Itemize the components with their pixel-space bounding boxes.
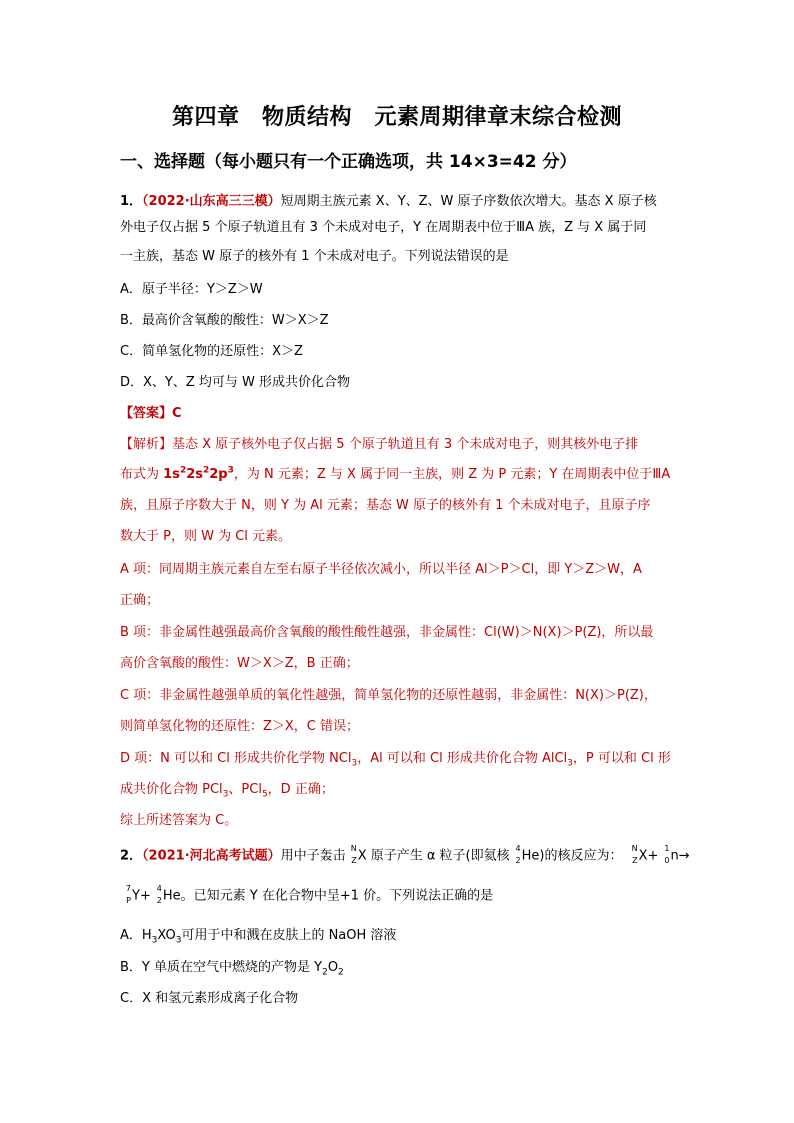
q1-item-a-line-2: 正确； (120, 593, 160, 608)
q1-item-d-line-2: 成共价化合物 PCl$_3$、PCl$_5$，D 正确； (120, 782, 334, 800)
q1-stem-line-3: 一主族，基态 W 原子的核外有 1 个未成对电子。下列说法错误的是 (120, 249, 509, 264)
q1-option-d: D．X、Y、Z 均可与 W 形成共价化合物 (120, 375, 351, 390)
page-title: 第四章 物质结构 元素周期律章末综合检测 (171, 105, 622, 130)
q1-analysis-line-1: 【解析】基态 X 原子核外电子仅占据 5 个原子轨道且有 3 个未成对电子，则其核外电子排 (120, 437, 639, 452)
q1-item-b-line-2: 高价含氧酸的酸性：W＞X＞Z，B 正确； (120, 656, 359, 671)
q1-option-c: C．简单氢化物的还原性：X＞Z (120, 344, 303, 359)
q1-item-c-line-2: 则简单氢化物的还原性：Z＞X，C 错误； (120, 719, 360, 734)
q1-analysis-line-2: 布式为 $1s^22s^22p^3$，为 N 元素；Z 与 X 属于同一主族，则 Z 为 P 元素；Y 在周期表中位于ⅢA (120, 465, 671, 482)
section-heading: 一、选择题（每小题只有一个正确选项，共 14×3=42 分） (120, 152, 577, 172)
q1-answer: 【答案】C (120, 406, 182, 421)
q1-option-a: A．原子半径：Y＞Z＞W (120, 282, 263, 297)
q1-stem-text: 短周期主族元素 X、Y、Z、W 原子序数依次增大。基态 X 原子核 (280, 194, 657, 209)
q1-source: （2022·山东高三三模） (142, 194, 281, 209)
q2-stem-line-1: 2．（2021·河北高考试题）用中子轰击 N Z X 原子产生 α 粒子(即氦核 4 2 He)的核反应为： N Z X+ 1 0 n→ (120, 844, 690, 865)
q1-analysis-line-3: 族，且原子序数大于 N，则 Y 为 Al 元素；基态 W 原子的核外有 1 个未成对电子，且原子序 (120, 498, 651, 513)
q1-number: 1． (120, 194, 143, 209)
q2-number: 2． (120, 848, 143, 864)
nuclide-y: 7 P (125, 884, 131, 905)
q2-stem-line-2: 7 P Y+ 4 2 He。已知元素 Y 在化合物中呈+1 价。下列说法正确的是 (120, 888, 493, 905)
q1-option-b: B．最高价含氧酸的酸性：W＞X＞Z (120, 313, 329, 328)
q1-item-a-line-1: A 项：同周期主族元素自左至右原子半径依次减小，所以半径 Al＞P＞Cl，即 Y＞Z＞W，A (120, 562, 642, 577)
q1-summary: 综上所述答案为 C。 (120, 813, 238, 828)
q1-item-c-line-1: C 项：非金属性越强单质的氧化性越强，简单氢化物的还原性越弱，非金属性：N(X)＞P(Z)， (120, 688, 657, 703)
nuclide-x-reactant: N Z (631, 844, 638, 865)
q2-option-b: B．Y 单质在空气中燃烧的产物是 $Y_2O_2$ (120, 960, 344, 978)
q1-item-d-line-1: D 项：N 可以和 Cl 形成共价化学物 NCl$_3$，Al 可以和 Cl 形成共价化合物 AlCl$_3$，P 可以和 Cl 形 (120, 751, 671, 769)
q1-stem-line-2: 外电子仅占据 5 个原子轨道且有 3 个未成对电子，Y 在周期表中位于ⅢA 族，Z 与 X 属于同 (120, 220, 647, 235)
q1-stem-line-1 (120, 194, 657, 210)
q2-source: （2021·河北高考试题） (142, 848, 281, 864)
q1-item-b-line-1: B 项：非金属性越强最高价含氧酸的酸性酸性越强，非金属性：Cl(W)＞N(X)＞P(Z)，所以最 (120, 625, 654, 640)
q2-option-a: A．$H_3XO_3$可用于中和溅在皮肤上的 NaOH 溶液 (120, 928, 397, 946)
nuclide-he: 4 2 (515, 844, 521, 865)
q1-analysis-line-4: 数大于 P，则 W 为 Cl 元素。 (120, 529, 292, 544)
electron-config: $1s^22s^22p^3$ (163, 465, 234, 482)
nuclide-he-product: 4 2 (156, 884, 162, 905)
nuclide-x: N Z (350, 844, 357, 865)
q2-option-c: C．X 和氢元素形成离子化合物 (120, 991, 299, 1006)
nuclide-neutron: 1 0 (664, 844, 670, 865)
